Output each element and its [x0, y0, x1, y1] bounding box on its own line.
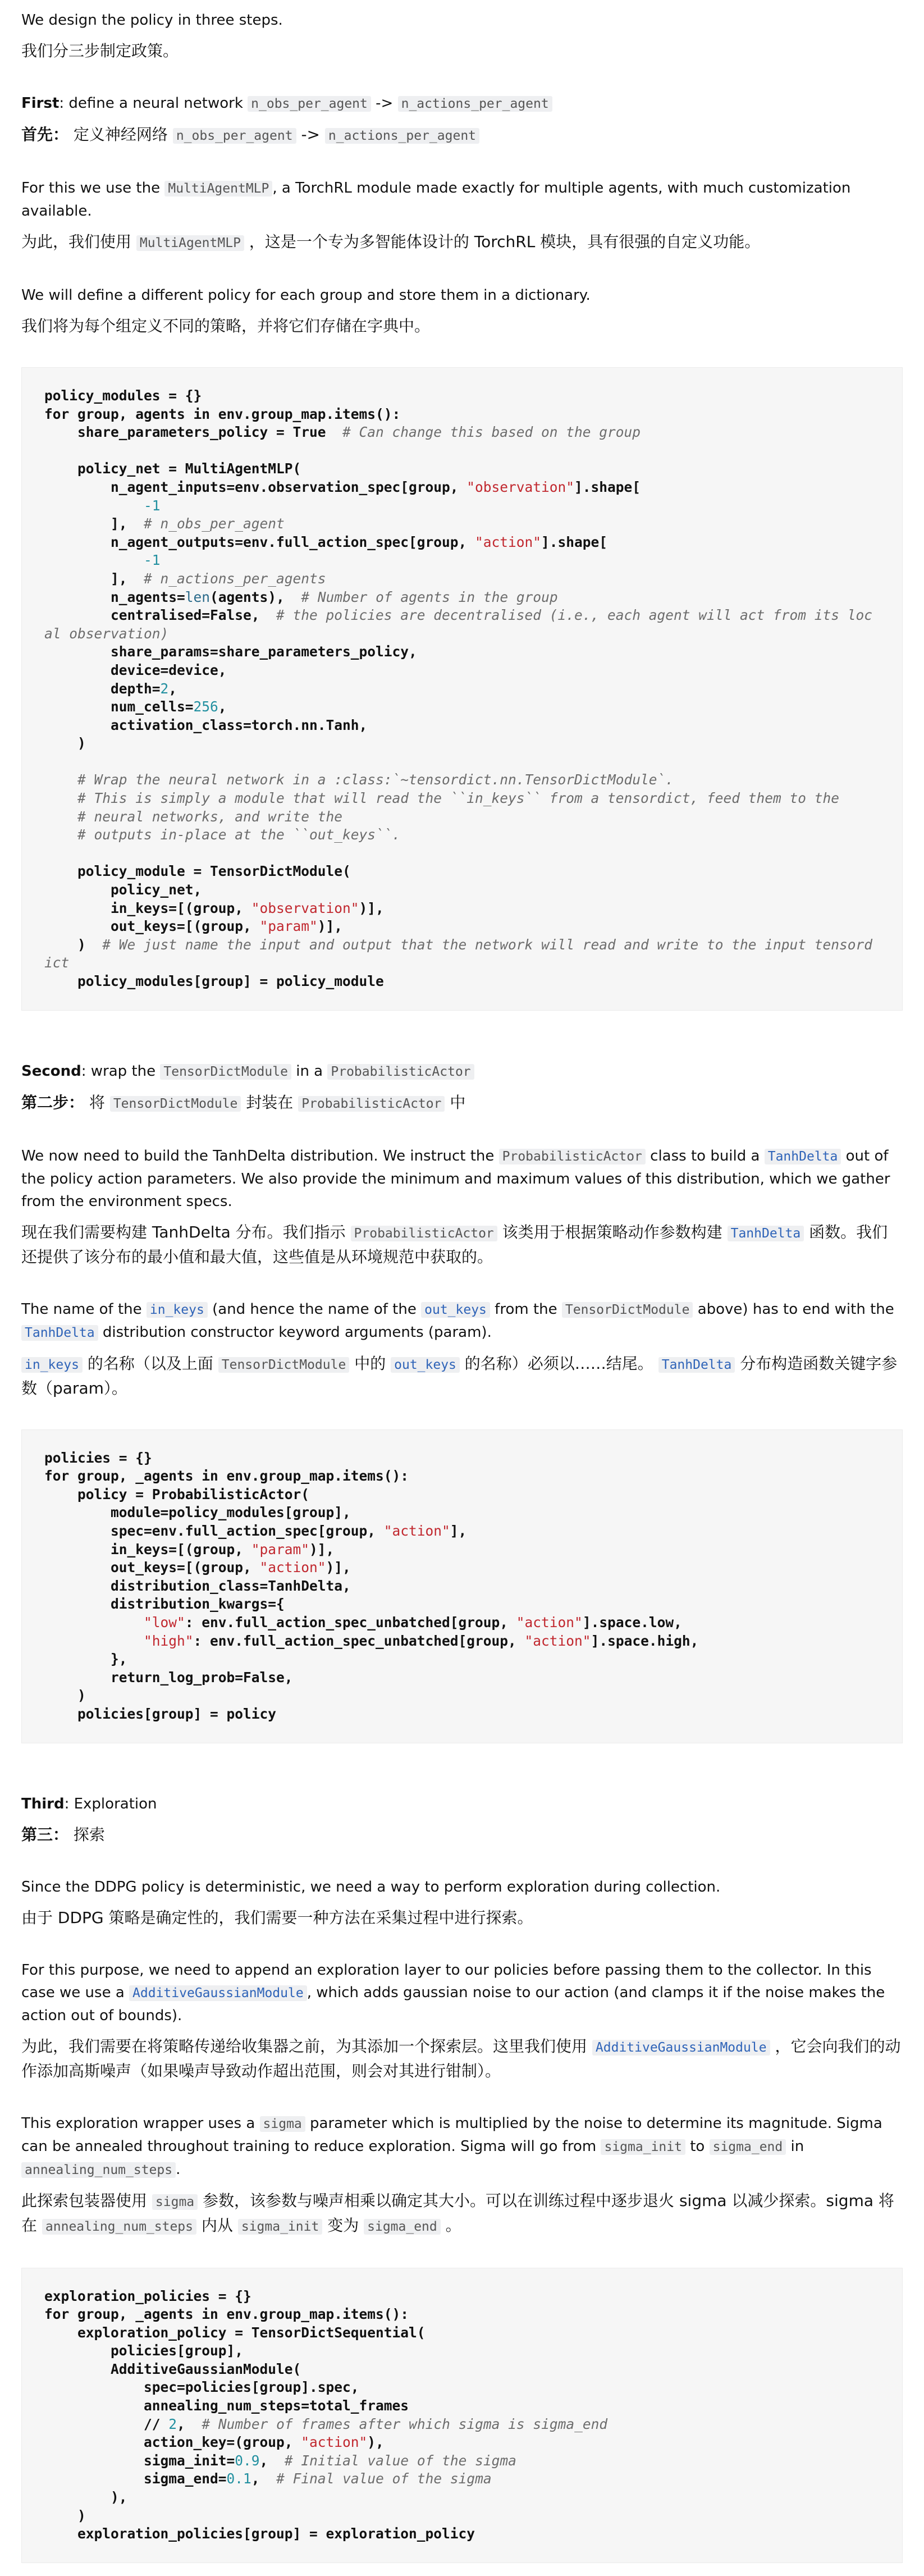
additive-gaussian-link[interactable]: AdditiveGaussianModule	[592, 2040, 770, 2056]
tanhdelta-link[interactable]: TanhDelta	[658, 1357, 735, 1373]
in-keys-link[interactable]: in_keys	[147, 1302, 208, 1318]
inline-code: sigma_init	[238, 2219, 322, 2235]
inline-code: sigma	[260, 2116, 305, 2132]
code-block-exploration[interactable]	[21, 2268, 903, 2563]
additive-gaussian-link[interactable]: AdditiveGaussianModule	[129, 1985, 307, 2001]
inline-code: sigma_end	[710, 2139, 786, 2155]
step3-paragraph-zh: 由于 DDPG 策略是确定性的，我们需要一种方法在采集过程中进行探索。	[21, 1908, 533, 1927]
inline-code: TensorDictModule	[562, 1302, 693, 1318]
step3-label: Third	[21, 1795, 65, 1812]
step3-paragraph3-en: This exploration wrapper uses a sigma parameter which is multiplied by the noise to determine its magnitude. Sigma can be annealed throughout training to reduce exploration. Sigma will go from sigma_init to sigma_end in annealing_num_steps .	[21, 2114, 882, 2178]
inline-code: n_obs_per_agent	[248, 96, 371, 112]
intro-en: We design the policy in three steps.	[21, 12, 283, 29]
step1-paragraph2-en: We will define a different policy for each group and store them in a dictionary.	[21, 287, 591, 304]
inline-code: MultiAgentMLP	[136, 235, 244, 251]
step2-label: Second	[21, 1062, 81, 1080]
code-block-probabilistic-actor[interactable]	[21, 1429, 903, 1743]
out-keys-link[interactable]: out_keys	[421, 1302, 490, 1318]
inline-code: TensorDictModule	[110, 1096, 241, 1112]
step3-heading-zh: 第三： 探索	[21, 1825, 105, 1844]
inline-code: ProbabilisticActor	[298, 1096, 445, 1112]
step2-paragraph2-en: The name of the in_keys (and hence the name of the out_keys from the TensorDictModule above) has to end with the TanhDelta distribution constructor keyword arguments (param).	[21, 1300, 894, 1341]
tanhdelta-link[interactable]: TanhDelta	[765, 1149, 841, 1164]
intro-zh: 我们分三步制定政策。	[21, 42, 179, 60]
code-text: exploration_policies = {} for group, _agents in env.group_map.items(): exploration_policy = TensorDictSequential( policies[group], AdditiveGaussianModule( spec=policies[group].spec, annealing_num_steps=total_frames // 2, # Number of frames after which sigma is sigma_end action_key=(group, "action"), sigma_init=0.9, # Initial value of the sigma sigma_end=0.1, # Final value of the sigma ), ) exploration_policies[group] = exploration_policy	[44, 2287, 608, 2542]
inline-code: TensorDictModule	[218, 1357, 350, 1373]
step2-paragraph-zh: 现在我们需要构建 TanhDelta 分布。我们指示 ProbabilisticActor 该类用于根据策略动作参数构建 TanhDelta 函数。我们还提供了该分布的最小值和最大值，这些值是从环境规范中获取的。	[21, 1222, 888, 1266]
step3-heading-en: Third: Exploration	[21, 1795, 157, 1812]
step1-heading-zh: 首先： 定义神经网络 n_obs_per_agent -> n_actions_per_agent	[21, 123, 903, 148]
inline-code: sigma_init	[601, 2139, 685, 2155]
step1-heading-en: First: define a neural network n_obs_per_agent -> n_actions_per_agent	[21, 92, 903, 115]
code-text: policies = {} for group, _agents in env.group_map.items(): policy = ProbabilisticActor( module=policy_modules[group], spec=env.full_action_spec[group, "action"], in_keys=[(group, "param")], out_keys=[(group, "action")], distribution_class=TanhDelta, distribution_kwargs={ "low": env.full_action_spec_unbatched[group, "action"].space.low, "high": env.full_action_spec_unbatched[group, "action"].space.high, }, return_log_prob=False, ) policies[group] = policy	[44, 1449, 699, 1722]
inline-code: annealing_num_steps	[21, 2162, 176, 2178]
step3-paragraph-en: Since the DDPG policy is deterministic, we need a way to perform exploration during collection.	[21, 1878, 721, 1896]
inline-code: TensorDictModule	[160, 1064, 291, 1080]
inline-code: n_actions_per_agent	[398, 96, 552, 112]
code-text: policy_modules = {} for group, agents in env.group_map.items(): share_parameters_policy = True # Can change this based on the group policy_net = MultiAgentMLP( n_agent_inputs=env.observation_spec[group, "observation"].shape[ -1 ], # n_obs_per_agent n_agent_outputs=env.full_action_spec[group, "action"].shape[ -1 ], # n_actions_per_agents n_agents=len(agents), # Number of agents in the group centralised=False, # the policies are decentralised (i.e., each agent will act from its local observation) share_params=share_parameters_policy, device=device, depth=2, num_cells=256, activation_class=torch.nn.Tanh, ) # Wrap the neural network in a :class:`~tensordict.nn.TensorDictModule`. # This is simply a module that will read the ``in_keys`` from a tensordict, feed them to the # neural networks, and write the # outputs in-place at the ``out_keys``. policy_module = TensorDictModule( policy_net, in_keys=[(group, "observation")], out_keys=[(group, "param")], ) # We just name the input and output that the network will read and write to the input tensordict policy_modules[group] = policy_module	[44, 387, 873, 989]
inline-code: sigma_end	[364, 2219, 441, 2235]
tanhdelta-link[interactable]: TanhDelta	[728, 1226, 804, 1241]
step2-heading-zh: 第二步： 将 TensorDictModule 封装在 ProbabilisticActor 中	[21, 1093, 466, 1112]
step1-label: First	[21, 95, 60, 112]
inline-code: MultiAgentMLP	[164, 181, 272, 197]
step1-paragraph-en: For this we use the MultiAgentMLP , a TorchRL module made exactly for multiple agents, with much customization available.	[21, 180, 851, 220]
step2-paragraph2-zh: in_keys 的名称（以及上面 TensorDictModule 中的 out_keys 的名称）必须以……结尾。 TanhDelta 分布构造函数关键字参数（param）。	[21, 1354, 898, 1397]
inline-code: annealing_num_steps	[42, 2219, 196, 2235]
step3-paragraph2-zh: 为此，我们需要在将策略传递给收集器之前，为其添加一个探索层。这里我们使用 AdditiveGaussianModule ，它会向我们的动作添加高斯噪声（如果噪声导致动作超出范围，则会对其进行钳制）。	[21, 2036, 901, 2080]
out-keys-link[interactable]: out_keys	[391, 1357, 460, 1373]
inline-code: sigma	[152, 2194, 198, 2210]
tanhdelta-link[interactable]: TanhDelta	[21, 1325, 98, 1341]
code-block-policy-net[interactable]	[21, 367, 903, 1011]
inline-code: ProbabilisticActor	[327, 1064, 474, 1080]
step1-paragraph-zh: 为此，我们使用 MultiAgentMLP ，这是一个专为多智能体设计的 TorchRL 模块，具有很强的自定义功能。	[21, 232, 761, 251]
in-keys-link[interactable]: in_keys	[21, 1357, 83, 1373]
step2-heading-en: Second: wrap the TensorDictModule in a ProbabilisticActor	[21, 1060, 903, 1083]
document-body	[21, 9, 903, 2563]
inline-code: ProbabilisticActor	[499, 1149, 646, 1164]
step1-paragraph2-zh: 我们将为每个组定义不同的策略，并将它们存储在字典中。	[21, 317, 431, 335]
inline-code: n_actions_per_agent	[325, 128, 479, 144]
inline-code: n_obs_per_agent	[173, 128, 296, 144]
step3-paragraph3-zh: 此探索包装器使用 sigma 参数，该参数与噪声相乘以确定其大小。可以在训练过程中逐步退火 sigma 以减少探索。sigma 将在 annealing_num_steps 内从 sigma_init 变为 sigma_end 。	[21, 2191, 894, 2235]
step3-paragraph2-en: For this purpose, we need to append an exploration layer to our policies before passing them to the collector. In this case we use a AdditiveGaussianModule , which adds gaussian noise to our action (and clamps it if the noise makes the action out of bounds).	[21, 1961, 885, 2024]
step2-paragraph-en: We now need to build the TanhDelta distribution. We instruct the ProbabilisticActor class to build a TanhDelta out of the policy action parameters. We also provide the minimum and maximum values of this distribution, which we gather from the environment specs.	[21, 1147, 890, 1210]
inline-code: ProbabilisticActor	[351, 1226, 497, 1241]
